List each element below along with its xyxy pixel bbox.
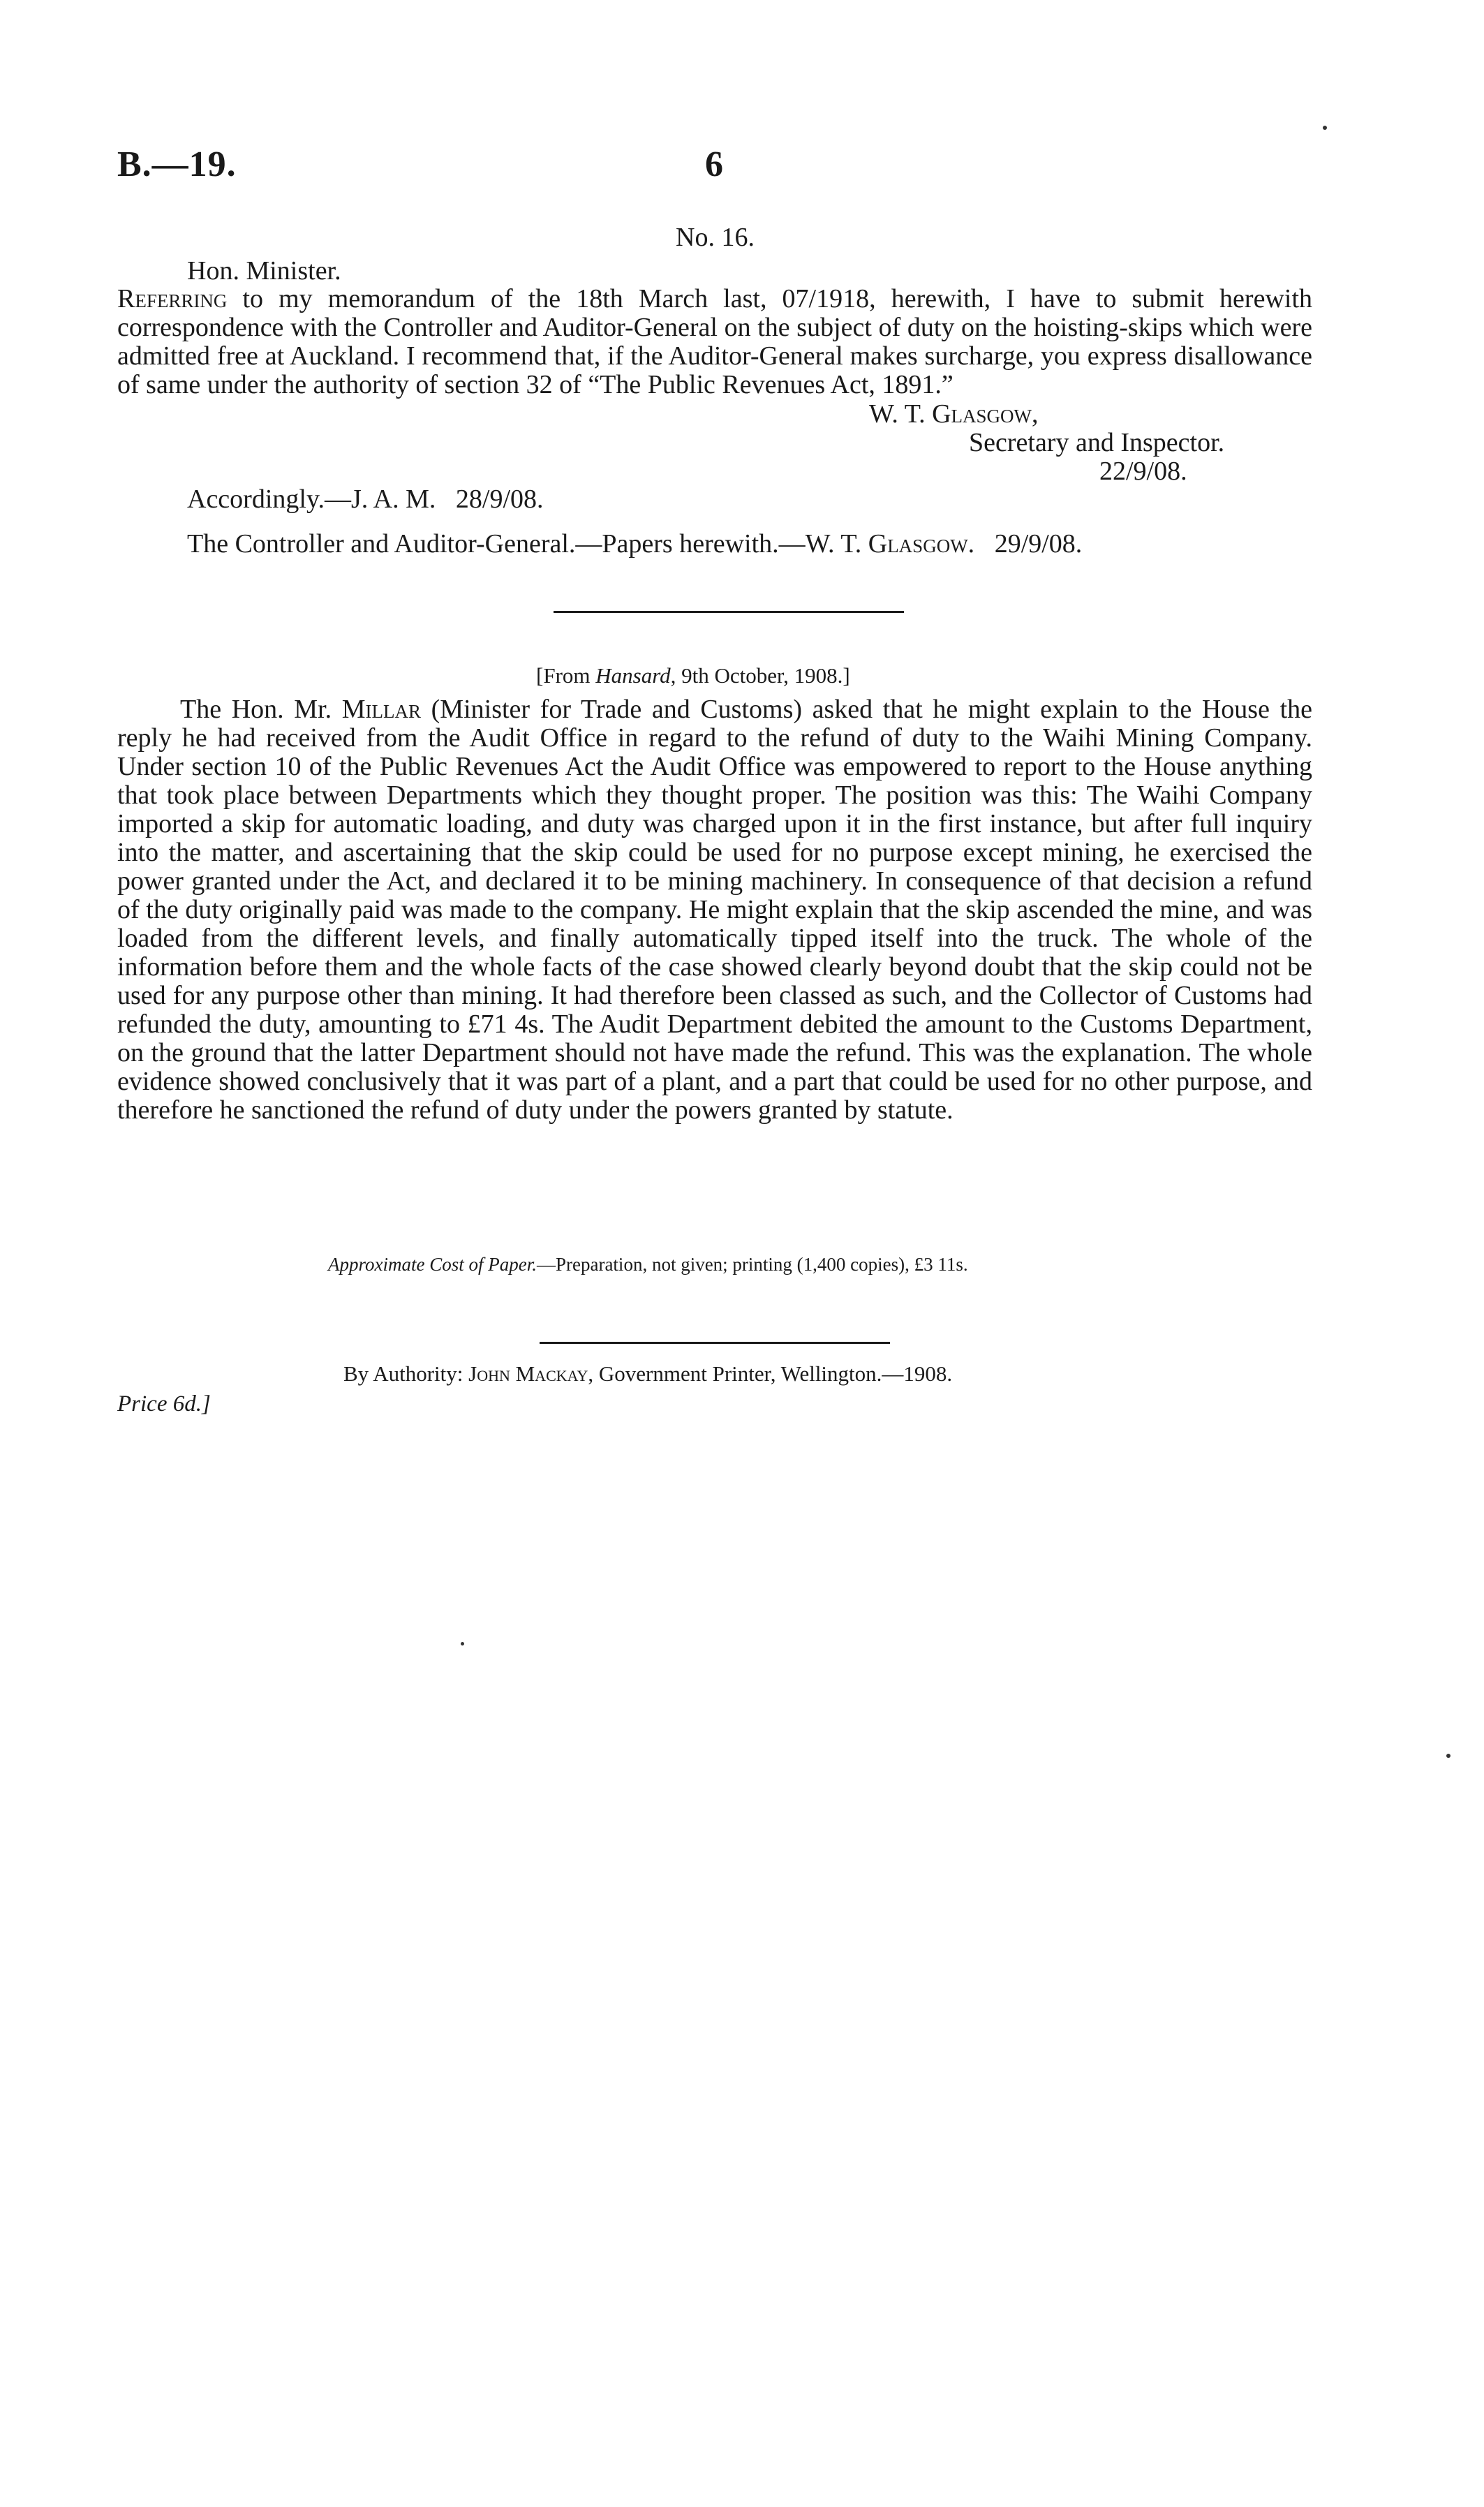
cost-note (328, 1254, 968, 1275)
signer-initials: W. T. (869, 399, 926, 429)
scan-speck (1323, 126, 1327, 130)
minister-approval: Accordingly.—J. A. M. 28/9/08. (187, 485, 544, 514)
memo-number: No. 16. (676, 223, 755, 252)
forwarding-note (187, 528, 1082, 559)
page-number: 6 (705, 145, 723, 184)
memo-body (117, 285, 1312, 399)
cost-label: Approximate Cost of Paper. (328, 1254, 537, 1275)
signer-surname: Glasgow, (932, 399, 1039, 429)
document-reference: B.—19. (117, 145, 237, 184)
scan-speck (1446, 1754, 1450, 1758)
signer-title: Secretary and Inspector. (969, 428, 1225, 457)
speaker-prefix: The Hon. Mr. (180, 695, 332, 724)
scan-speck (461, 1642, 464, 1646)
source-prefix: [From (536, 663, 591, 688)
section-divider (554, 611, 904, 613)
hansard-extract (117, 695, 1312, 1125)
hansard-text: (Minister for Trade and Customs) asked that he might explain to the House the reply he had received from the Audit Office in regard to the refund of duty to the Waihi Mining Company. Under section 10 of the Public Revenues Act the Audit Office was empowered to report to the House anything that took place between Departments which they thought proper. The position was this: The Waihi Company imported a skip for automatic loading, and duty was charged upon it in the first instance, but after full inquiry into the matter, and ascertaining that the skip could be used for no purpose except mining, he exercised the power granted under the Act, and declared it to be mining machinery. In consequence of that decision a refund of the duty originally paid was made to the company. He might explain that the skip ascended the mine, and was loaded from the different levels, and finally automatically tipped itself into the truck. The whole of the information before them and the whole facts of the case showed clearly beyond doubt that the skip could not be used for any purpose other than mining. It had therefore been classed as such, and the Collector of Customs had refunded the duty, amounting to £71 4s. The Audit Department debited the amount to the Customs Department, on the ground that the latter Department should not have made the refund. This was the explanation. The whole evidence showed conclusively that it was part of a plant, and a part that could be used for no other purpose, and therefore he sanctioned the refund of duty under the powers granted by statute. (117, 695, 1313, 1125)
printer-authority (343, 1361, 952, 1386)
source-date: 9th October, 1908.] (681, 663, 850, 688)
memo-signer (869, 399, 1039, 429)
printer-name: John Mackay, (468, 1361, 594, 1386)
hansard-paragraph (117, 695, 1312, 1125)
forward-surname: Glasgow. (868, 529, 975, 559)
authority-suffix: Government Printer, Wellington.—1908. (598, 1361, 953, 1386)
memo-body-text: to my memorandum of the 18th March last, 07/1918, herewith, I have to submit herewith correspondence with the Controller and Auditor-General on the subject of duty on the hoisting-skips which were admitted free at Auckland. I recommend that, if the Auditor-General makes surcharge, you express disallowance of same under the authority of section 32 of “The Public Revenues Act, 1891.” (117, 284, 1313, 399)
hansard-source (536, 663, 850, 688)
source-title: Hansard, (595, 663, 676, 688)
memo-salutation: Hon. Minister. (187, 256, 341, 286)
authority-prefix: By Authority: (343, 1361, 463, 1386)
footer-divider (540, 1342, 890, 1344)
cost-text: —Preparation, not given; printing (1,400 copies), £3 11s. (536, 1254, 968, 1275)
signer-date: 22/9/08. (1099, 457, 1187, 486)
speaker-name: Millar (341, 695, 422, 724)
memo-lead-word: Referring (117, 284, 228, 313)
forward-text: The Controller and Auditor-General.—Papers herewith.—W. T. (187, 529, 862, 559)
price-note: Price 6d.] (117, 1391, 211, 1417)
forward-date: 29/9/08. (994, 529, 1083, 559)
